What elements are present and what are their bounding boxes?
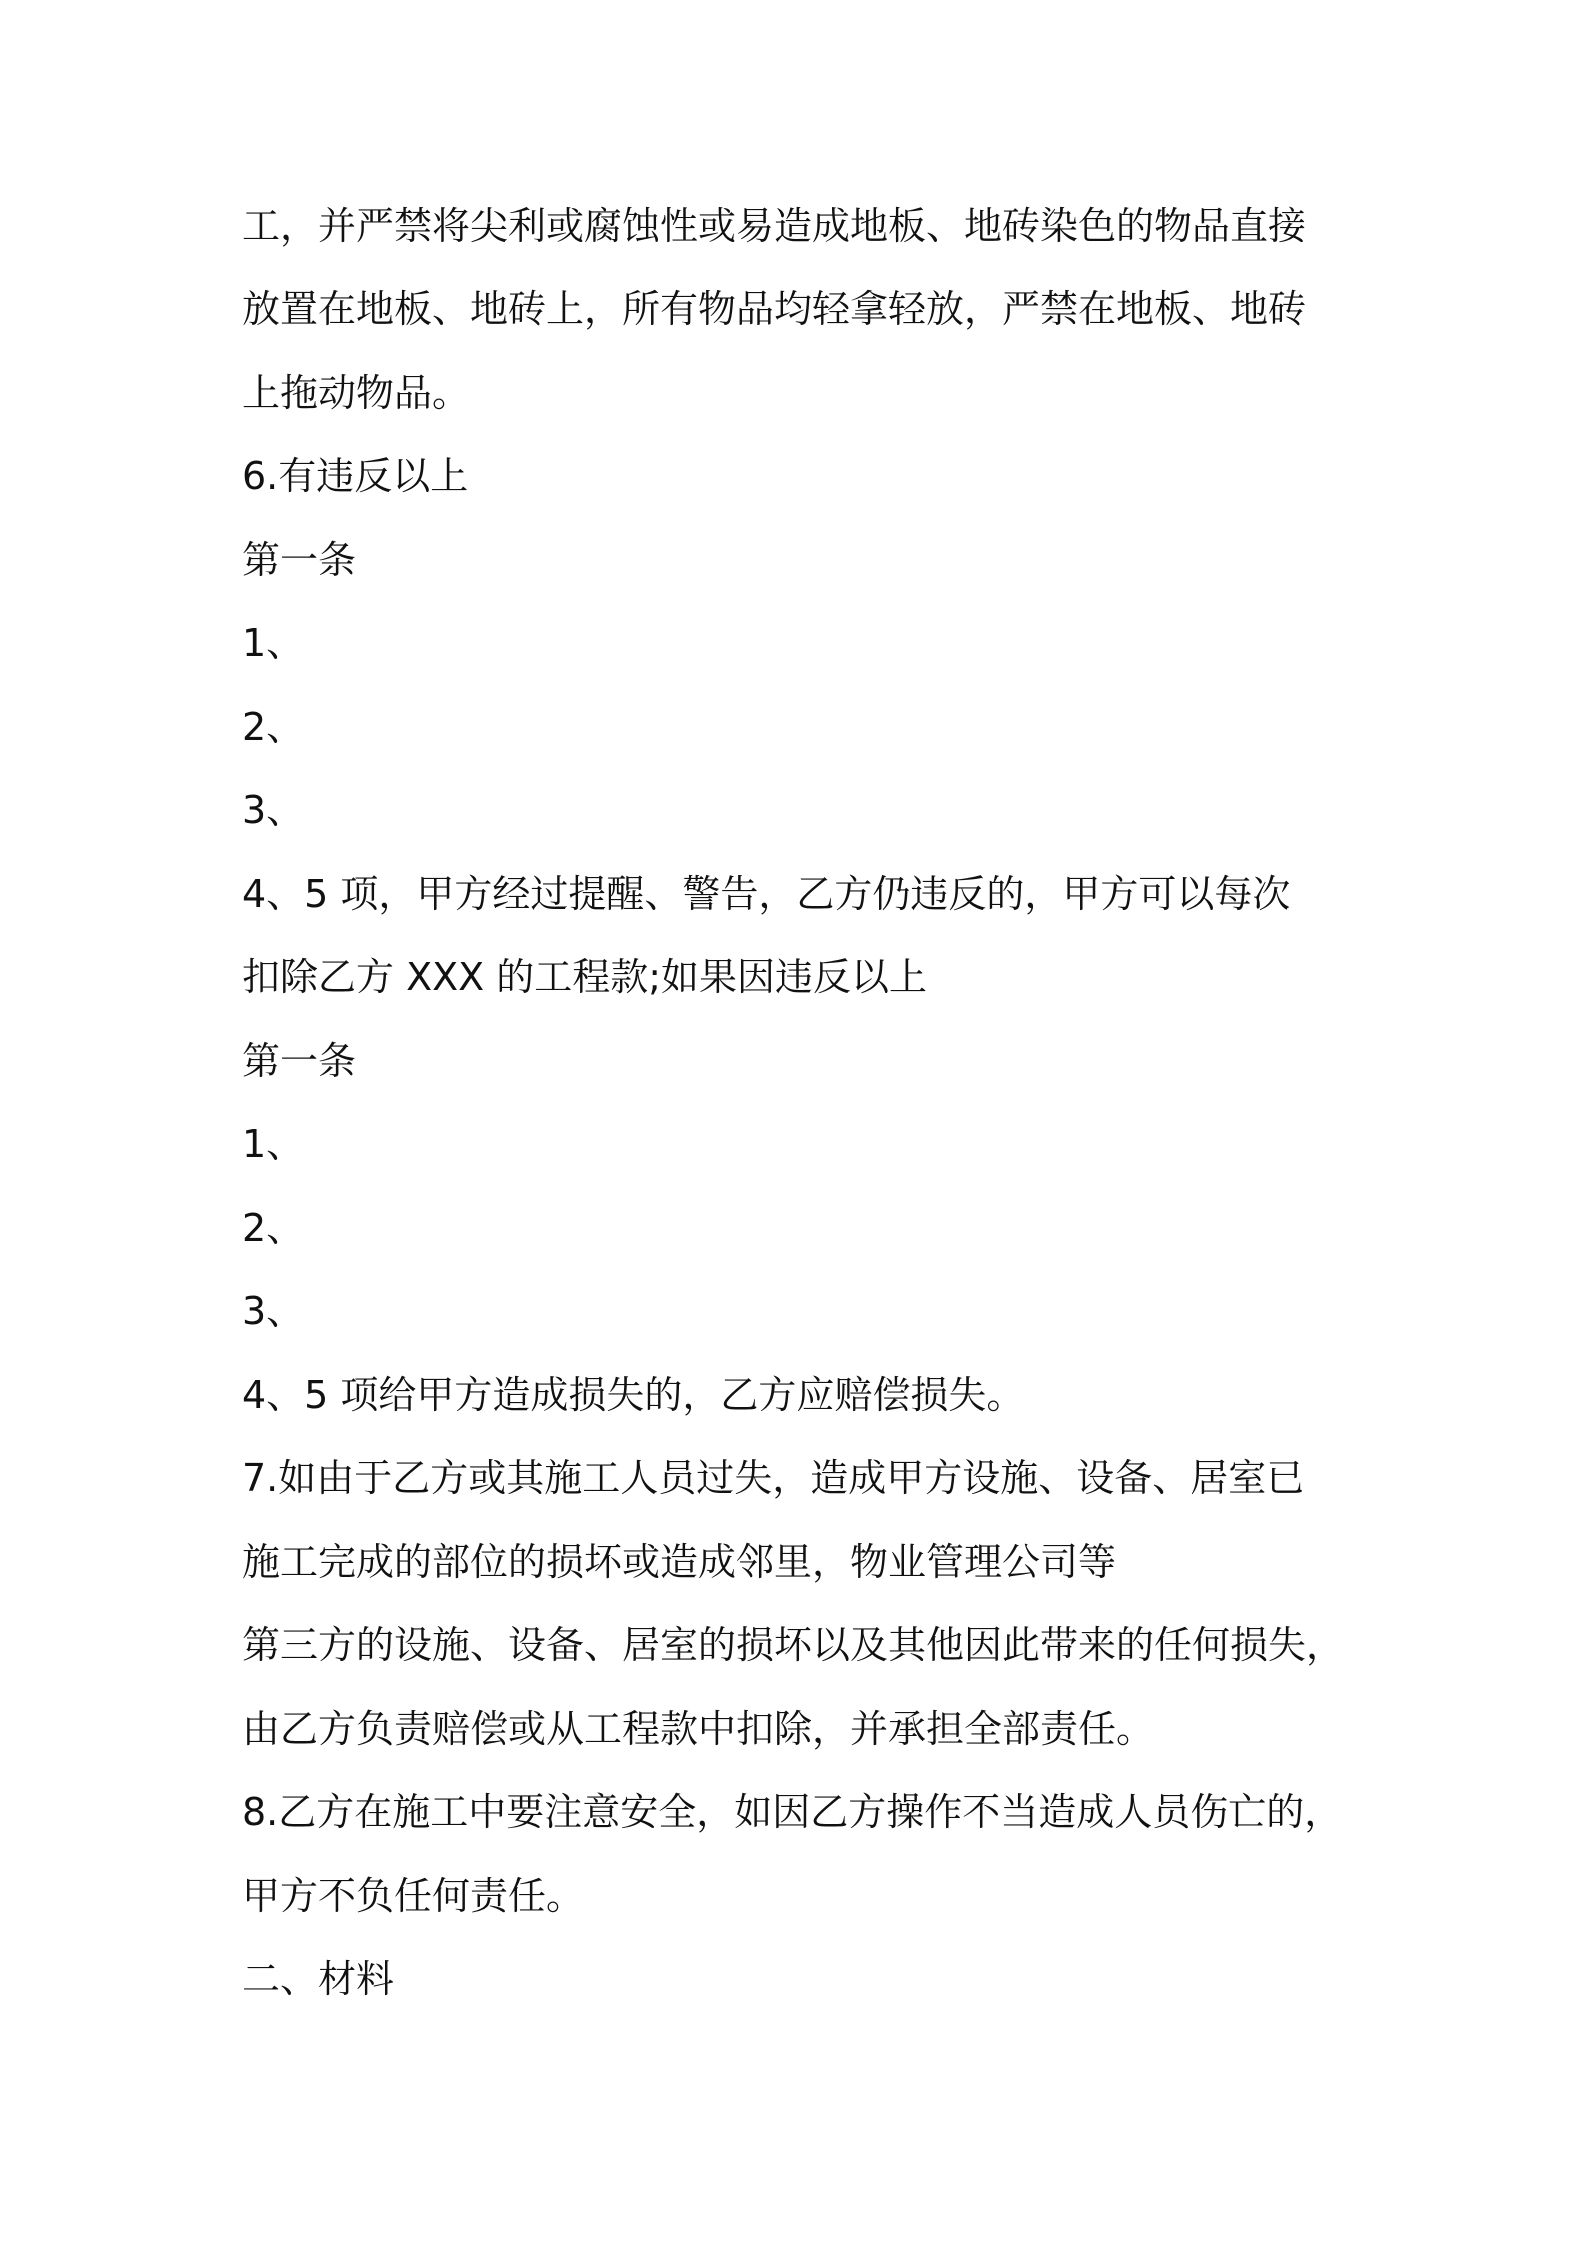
text-line: 施工完成的部位的损坏或造成邻里，物业管理公司等	[242, 1540, 1117, 1584]
text-line: 放置在地板、地砖上，所有物品均轻拿轻放，严禁在地板、地砖	[242, 287, 1307, 331]
text-line: 上拖动物品。	[242, 371, 471, 415]
text-line: 第一条	[242, 1039, 357, 1083]
text-line: 二、材料	[242, 1957, 395, 2001]
text-line: 2、	[242, 1206, 305, 1250]
text-line: 3、	[242, 1289, 305, 1333]
text-line: 工，并严禁将尖利或腐蚀性或易造成地板、地砖染色的物品直接	[242, 204, 1307, 248]
text-line: 1、	[242, 621, 305, 665]
text-line: 4、5 项，甲方经过提醒、警告，乙方仍违反的，甲方可以每次	[242, 872, 1291, 916]
text-line: 7.如由于乙方或其施工人员过失，造成甲方设施、设备、居室已	[242, 1456, 1305, 1500]
text-line: 第一条	[242, 538, 357, 582]
text-line: 第三方的设施、设备、居室的损坏以及其他因此带来的任何损失，	[242, 1623, 1345, 1667]
text-line: 扣除乙方 XXX 的工程款;如果因违反以上	[242, 955, 928, 999]
text-line: 由乙方负责赔偿或从工程款中扣除，并承担全部责任。	[242, 1707, 1155, 1751]
text-line: 3、	[242, 788, 305, 832]
text-line: 甲方不负任何责任。	[242, 1874, 585, 1918]
text-line: 2、	[242, 705, 305, 749]
text-line: 6.有违反以上	[242, 454, 469, 498]
text-line: 4、5 项给甲方造成损失的，乙方应赔偿损失。	[242, 1373, 1025, 1417]
text-line: 1、	[242, 1122, 305, 1166]
text-line: 8.乙方在施工中要注意安全，如因乙方操作不当造成人员伤亡的，	[242, 1790, 1343, 1834]
